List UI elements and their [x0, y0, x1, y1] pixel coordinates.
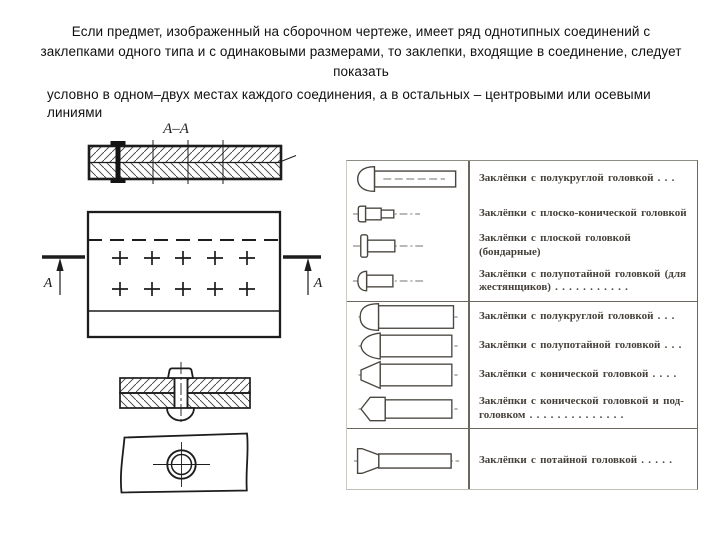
leader-tick: [281, 156, 296, 162]
rivet-bottom-head: [167, 408, 194, 421]
view-direction-arrow-icon: [56, 258, 63, 271]
rivet-type-label: Заклёпки с потайной головкой . . . . .: [479, 454, 673, 467]
rivet-flat-conical-head-icon: [352, 203, 422, 225]
table-row: [347, 302, 697, 331]
table-group-2: [347, 302, 697, 429]
rivet-top-head: [168, 368, 193, 378]
rivet-semiround-head-long-icon: [352, 164, 464, 194]
cutting-plane-right: [283, 257, 323, 295]
rivet-type-label: Заклёпки с плоской головкой (бондарные): [479, 232, 631, 258]
section-title-label: А–А: [163, 121, 189, 137]
section-view-a-a: [89, 121, 296, 184]
rivet-flat-head-icon: [352, 233, 426, 259]
rivet-position-marks: [112, 251, 255, 296]
rivet-semiround-head-icon: [352, 302, 465, 332]
plate-outline: [88, 212, 280, 337]
rivet-type-label: Заклёпки с плоско-конической головкой: [479, 206, 687, 219]
table-row: [347, 161, 697, 197]
table-row: [347, 331, 697, 360]
view-direction-arrow-icon: [304, 258, 311, 271]
table-group-3: [347, 429, 697, 493]
slide-text-line1: Если предмет, изображенный на сборочном чертеже, имеет ряд однотипных соединений с заклепками одного типа и с одинаковыми размерами, то заклепки, входящие в соединение, следует показать: [40, 24, 682, 79]
rivet-conical-head-subhead-icon: [352, 394, 465, 424]
table-row: [347, 261, 697, 301]
rivet-type-label: Заклёпки с конической головкой . . . .: [479, 367, 677, 380]
table-column-divider: [468, 161, 470, 489]
table-row: [347, 389, 697, 428]
rivet-type-label: Заклёпки с конической головкой и под-головком . . . . . . . . . . . . . .: [479, 395, 684, 421]
cutting-plane-left: [42, 257, 85, 295]
rivet-type-label: Заклёпки с полукруглой головкой . . .: [479, 172, 675, 185]
plates-hatched: [120, 378, 250, 408]
rivet-countersunk-head-icon: [352, 446, 462, 476]
cut-label-left: А: [43, 276, 53, 291]
rivet-type-label: Заклёпки с полупотайной головкой . . .: [479, 338, 682, 351]
table-row: [347, 230, 697, 261]
rivet-semicountersunk-head-icon: [352, 331, 465, 361]
plan-view: [42, 212, 323, 337]
table-group-1: [347, 161, 697, 302]
table-row: [347, 360, 697, 389]
table-row: [347, 197, 697, 230]
plate-hole-view: [121, 434, 248, 493]
rivet-type-label: Заклёпки с полупотайной головкой (для жестянщиков) . . . . . . . . . . .: [479, 267, 686, 293]
rivet-type-label: Заклёпки с полукруглой головкой . . .: [479, 309, 675, 322]
plate-break-outline: [121, 434, 248, 493]
rivet-joint-section: [120, 362, 250, 425]
rivet-types-table: [346, 160, 698, 490]
table-row: [347, 429, 697, 493]
rivet-conical-head-icon: [352, 360, 465, 390]
cut-label-right: А: [313, 276, 323, 291]
slide-text-line2: условно в одном–двух местах каждого соединения, а в остальных – центровыми или осевыми линиями: [47, 87, 651, 120]
rivet-semicountersunk-head-small-icon: [352, 269, 426, 293]
assembly-drawing-canvas: [0, 0, 345, 540]
